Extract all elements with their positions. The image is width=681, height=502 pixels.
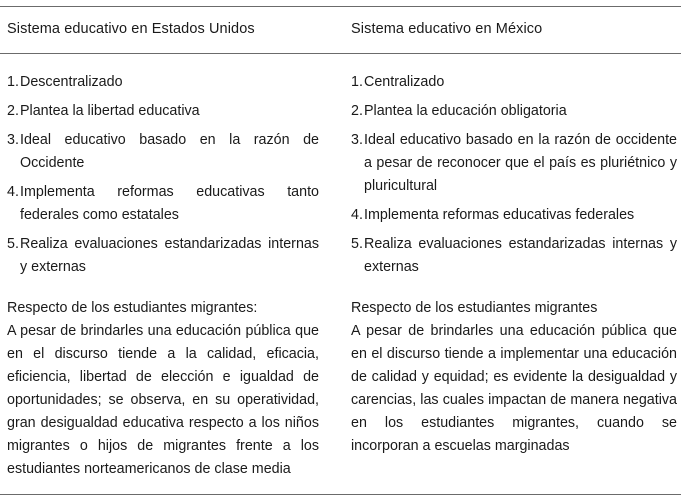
section-title: Respecto de los estudiantes migrantes: <box>7 300 258 316</box>
list-item <box>351 204 677 227</box>
list-item <box>351 129 677 198</box>
item-text: Plantea la libertad educativa <box>20 103 200 119</box>
migrants-section-mexico <box>351 297 677 458</box>
item-number: 4. <box>7 184 19 200</box>
item-text: Centralizado <box>364 74 445 90</box>
item-text: Realiza evaluaciones estandarizadas internas y externas <box>20 236 319 275</box>
column-header-estados-unidos: Sistema educativo en Estados Unidos <box>7 21 255 37</box>
item-text: Implementa reformas educativas tanto federales como estatales <box>20 184 319 223</box>
section-text: A pesar de brindarles una educación pública que en el discurso tiende a la calidad, eficacia, eficiencia, libertad de elección e igualdad de oportunidades; se observa, en su operatividad, gran desigualdad educativa respecto a los niños migrantes o hijos de migrantes frente a los estudiantes norteamericanos de clase media <box>7 323 319 477</box>
section-text: A pesar de brindarles una educación pública que en el discurso tiende a implementar una educación de calidad y equidad; es evidente la desigualdad y carencias, las cuales impactan de manera negativa en los estudiantes migrantes, cuando se incorporan a escuelas marginadas <box>351 323 677 454</box>
feature-list-estados-unidos <box>7 71 319 285</box>
item-number: 1. <box>7 74 19 90</box>
item-number: 3. <box>351 132 363 148</box>
list-item <box>7 129 319 175</box>
item-number: 1. <box>351 74 363 90</box>
list-item <box>351 71 677 94</box>
item-text: Realiza evaluaciones estandarizadas internas y externas <box>364 236 677 275</box>
item-number: 2. <box>351 103 363 119</box>
feature-list-mexico <box>351 71 677 285</box>
item-text: Ideal educativo basado en la razón de Occidente <box>20 132 319 171</box>
item-text: Ideal educativo basado en la razón de occidente a pesar de reconocer que el país es pluriétnico y pluricultural <box>364 132 677 194</box>
item-number: 5. <box>351 236 363 252</box>
list-item <box>351 233 677 279</box>
item-number: 4. <box>351 207 363 223</box>
list-item <box>7 71 319 94</box>
item-number: 3. <box>7 132 19 148</box>
column-header-mexico: Sistema educativo en México <box>351 21 543 37</box>
item-number: 2. <box>7 103 19 119</box>
list-item <box>7 181 319 227</box>
bottom-rule <box>0 494 681 495</box>
header-rule <box>0 53 681 54</box>
list-item <box>7 233 319 279</box>
migrants-section-estados-unidos <box>7 297 319 481</box>
item-text: Plantea la educación obligatoria <box>364 103 567 119</box>
list-item <box>7 100 319 123</box>
item-number: 5. <box>7 236 19 252</box>
item-text: Implementa reformas educativas federales <box>364 207 635 223</box>
item-text: Descentralizado <box>20 74 123 90</box>
top-rule <box>0 6 681 7</box>
list-item <box>351 100 677 123</box>
section-title: Respecto de los estudiantes migrantes <box>351 300 598 316</box>
